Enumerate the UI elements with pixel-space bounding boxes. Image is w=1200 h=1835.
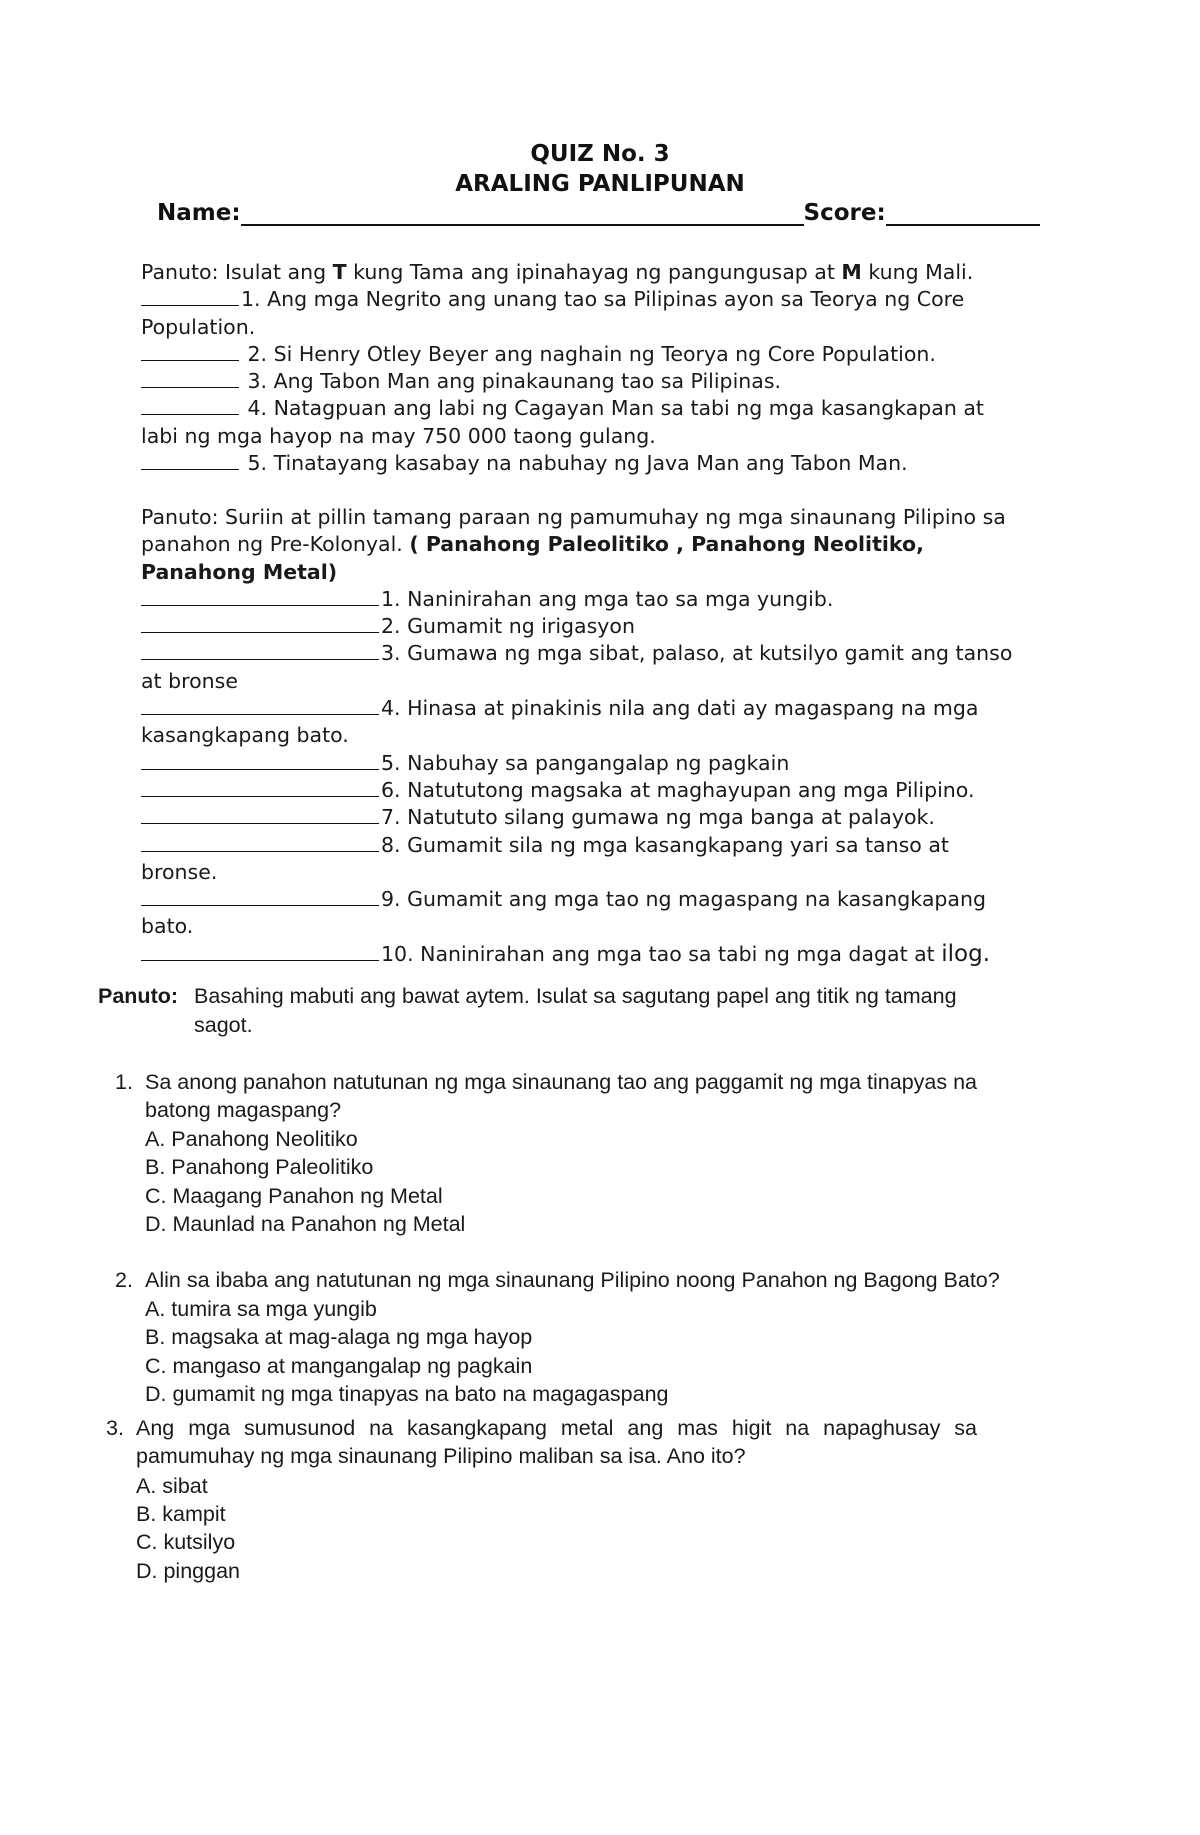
answer-blank[interactable] [141, 805, 379, 824]
answer-blank[interactable] [141, 942, 379, 961]
part2-item: 9. Gumamit ang mga tao ng magaspang na kasangkapang [141, 886, 1061, 913]
part2-item: 10. Naninirahan ang mga tao sa tabi ng mga dagat at ilog. [141, 941, 1061, 968]
part1-item-cont: labi ng mga hayop na may 750 000 taong gulang. [141, 423, 656, 448]
part2-item-cont: kasangkapang bato. [141, 723, 349, 748]
part1-item: 4. Natagpuan ang labi ng Cagayan Man sa tabi ng mga kasangkapan at [141, 395, 1061, 422]
part2-item: 1. Naninirahan ang mga tao sa mga yungib. [141, 586, 1061, 613]
option[interactable]: C. kutsilyo [136, 1530, 236, 1554]
part1-instruction: Panuto: Isulat ang T kung Tama ang ipinahayag ng pangungusap at M kung Mali. [141, 260, 974, 284]
score-field[interactable] [886, 202, 1040, 226]
part2-item: 3. Gumawa ng mga sibat, palaso, at kutsilyo gamit ang tanso [141, 640, 1061, 667]
part3-label: Panuto: [98, 984, 179, 1008]
name-score-line [157, 200, 1047, 226]
name-label: Name: [157, 200, 241, 226]
answer-blank[interactable] [141, 451, 239, 470]
quiz-page: QUIZ No. 3 ARALING PANLIPUNAN Name: Score: Panuto: Isulat ang T kung Tama ang ipinahayag ng pangungusap at M kung Mali. 1. Ang mga Negrito ang unang tao sa Pilipinas ayon sa Teorya ng Core Population. 2. Si Henry Otley Beyer ang naghain ng Teorya ng Core Population. 3. Ang Tabon Man ang pinakaunang tao sa Pilipinas. 4. Natagpuan ang labi ng Cagayan Man sa tabi ng mga kasangkapan at labi ng mga hayop na may 750 000 taong gulang. 5. Tinatayang kasabay na nabuhay ng Java Man ang Tabon Man. Panuto: Suriin at pillin tamang paraan ng pamumuhay ng mga sinaunang Pilipino sa panahon ng Pre-Kolonyal. ( Panahong Paleolitiko , Panahong Neolitiko, Panahong Metal) 1. Naninirahan ang mga tao sa mga yungib. 2. Gumamit ng irigasyon 3. Gumawa ng mga sibat, palaso, at kutsilyo gamit ang tanso at bronse 4. Hinasa at pinakinis nila ang dati ay magaspang na mga kasangkapang bato. 5. Nabuhay sa pangangalap ng pagkain 6. Natututong magsaka at maghayupan ang mga Pilipino. 7. Natututo silang gumawa ng mga banga at palayok. 8. Gumamit sila ng mga kasangkapang yari sa tanso at bronse. 9. Gumamit ang mga tao ng magaspang na kasangkapang bato. 10. Naninirahan ang mga tao sa tabi ng mga dagat at ilog. Panuto: Basahing mabuti ang bawat aytem. Isulat sa sagutang papel ang titik ng tamang sagot. 1. Sa anong panahon natutunan ng mga sinaunang tao ang paggamit ng mga tinapyas na batong magaspang? A. Panahong Neolitiko B. Panahong Paleolitiko C. Maagang Panahon ng Metal D. Maunlad na Panahon ng Metal 2. Alin sa ibaba ang natutunan ng mga sinaunang Pilipino noong Panahon ng Bagong Bato? A. tumira sa mga yungib B. magsaka at mag-alaga ng mga hayop C. mangaso at mangangalap ng pagkain D. gumamit ng mga tinapyas na bato na magagaspang 3. Ang mga sumusunod na kasangkapang metal ang mas higit na napaghusay sa pamumuhay ng mga sinaunang Pilipino maliban sa isa. Ano ito? A. sibat B. kampit C. kutsilyo D. pinggan [0, 0, 1200, 1835]
quiz-title: QUIZ No. 3 [530, 141, 670, 167]
answer-blank[interactable] [141, 369, 239, 388]
answer-blank[interactable] [141, 696, 379, 715]
answer-blank[interactable] [141, 287, 239, 306]
part1-item: 2. Si Henry Otley Beyer ang naghain ng Teorya ng Core Population. [141, 341, 1061, 368]
answer-blank[interactable] [141, 751, 379, 770]
answer-blank[interactable] [141, 587, 379, 606]
answer-blank[interactable] [141, 342, 239, 361]
option[interactable]: A. sibat [136, 1474, 208, 1498]
option[interactable]: C. Maagang Panahon ng Metal [145, 1184, 443, 1208]
option[interactable]: B. Panahong Paleolitiko [145, 1155, 374, 1179]
part3-instruction: Basahing mabuti ang bawat aytem. Isulat sa sagutang papel ang titik ng tamang sagot. [194, 984, 957, 1037]
name-field[interactable] [241, 202, 804, 226]
answer-blank[interactable] [141, 614, 379, 633]
option[interactable]: D. Maunlad na Panahon ng Metal [145, 1212, 466, 1236]
answer-blank[interactable] [141, 778, 379, 797]
part2-item: 5. Nabuhay sa pangangalap ng pagkain [141, 750, 1061, 777]
option[interactable]: B. kampit [136, 1502, 226, 1526]
answer-blank[interactable] [141, 833, 379, 852]
part2-instruction-line1: Panuto: Suriin at pillin tamang paraan ng pamumuhay ng mga sinaunang Pilipino sa [141, 505, 1006, 529]
answer-blank[interactable] [141, 887, 379, 906]
option[interactable]: B. magsaka at mag-alaga ng mga hayop [145, 1325, 533, 1349]
subject-title: ARALING PANLIPUNAN [455, 171, 745, 197]
part2-instruction-line3: Panahong Metal) [141, 559, 338, 584]
part2-item: 7. Natututo silang gumawa ng mga banga at palayok. [141, 804, 1061, 831]
option[interactable]: D. pinggan [136, 1559, 240, 1583]
score-label: Score: [803, 200, 886, 226]
part2-item-cont: bato. [141, 914, 194, 939]
part2-item: 8. Gumamit sila ng mga kasangkapang yari sa tanso at [141, 832, 1061, 859]
part2-item: 2. Gumamit ng irigasyon [141, 613, 1061, 640]
answer-blank[interactable] [141, 396, 239, 415]
option[interactable]: A. Panahong Neolitiko [145, 1127, 358, 1151]
option[interactable]: A. tumira sa mga yungib [145, 1297, 377, 1321]
part1-item: 3. Ang Tabon Man ang pinakaunang tao sa Pilipinas. [141, 368, 1061, 395]
part1-section [141, 259, 1061, 477]
option[interactable]: D. gumamit ng mga tinapyas na bato na magagaspang [145, 1382, 669, 1406]
part1-item: 5. Tinatayang kasabay na nabuhay ng Java Man ang Tabon Man. [141, 450, 1061, 477]
part1-item: 1. Ang mga Negrito ang unang tao sa Pilipinas ayon sa Teorya ng Core [141, 286, 1061, 313]
answer-blank[interactable] [141, 641, 379, 660]
part2-item-cont: bronse. [141, 859, 218, 884]
part2-item-cont: at bronse [141, 668, 238, 693]
part1-item-cont: Population. [141, 314, 256, 339]
part2-item: 6. Natututong magsaka at maghayupan ang mga Pilipino. [141, 777, 1061, 804]
part2-item: 4. Hinasa at pinakinis nila ang dati ay magaspang na mga [141, 695, 1061, 722]
part2-instruction-line2: panahon ng Pre-Kolonyal. ( Panahong Paleolitiko , Panahong Neolitiko, [141, 532, 924, 557]
part2-section [141, 504, 1061, 968]
option[interactable]: C. mangaso at mangangalap ng pagkain [145, 1354, 533, 1378]
